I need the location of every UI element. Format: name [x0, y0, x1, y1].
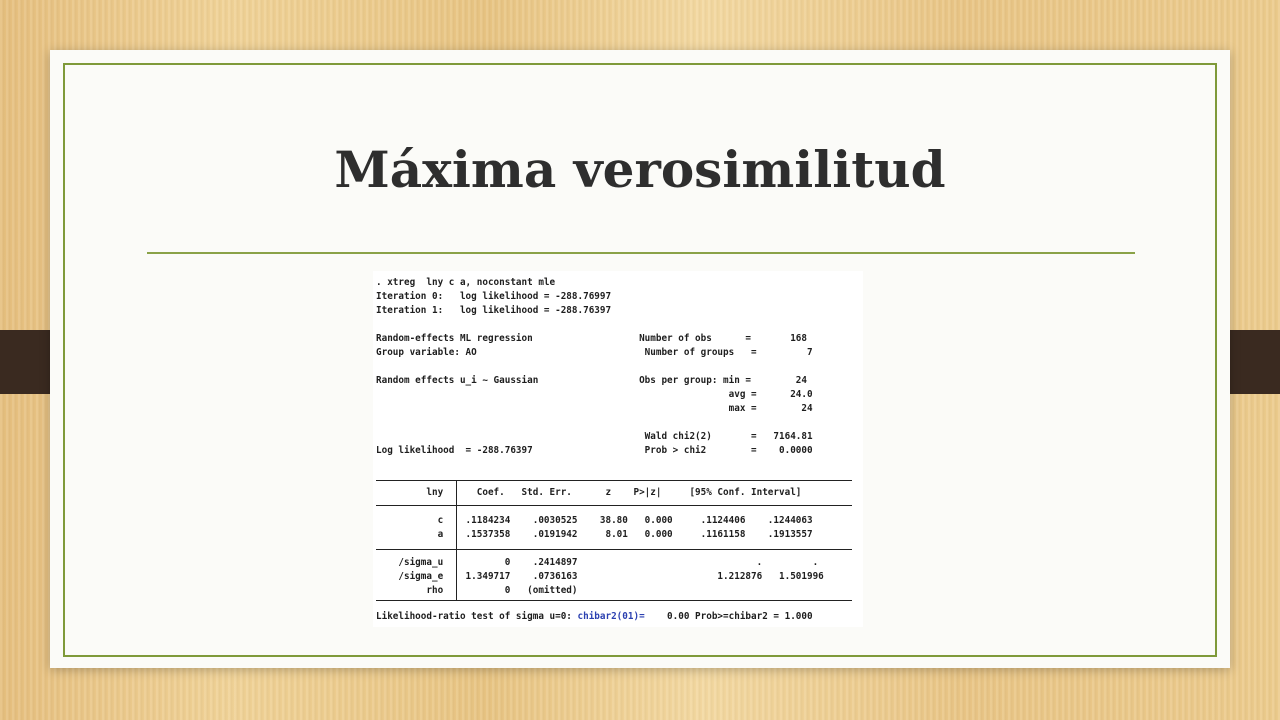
table-mid-rule: [376, 549, 852, 550]
table-row-a: a .1537358 .0191942 8.01 0.000 .1161158 .1913557: [376, 529, 813, 540]
header-line-2: Group variable: AO Number of groups = 7: [376, 347, 813, 358]
lr-test-statistic: chibar2(01)=: [577, 611, 645, 622]
iteration-0: Iteration 0: log likelihood = -288.76997: [376, 291, 612, 302]
stata-output-panel: [373, 271, 863, 627]
table-row-sigma-e: /sigma_e 1.349717 .0736163 1.212876 1.501996: [376, 571, 824, 582]
header-line-4: avg = 24.0: [376, 389, 813, 400]
lr-test-prefix: Likelihood-ratio test of sigma u=0:: [376, 611, 578, 622]
header-line-5: max = 24: [376, 403, 813, 414]
lr-test-line: [376, 610, 813, 624]
table-column-header: lny Coef. Std. Err. z P>|z| [95% Conf. Interval]: [376, 487, 802, 498]
stata-command: . xtreg lny c a, noconstant mle: [376, 277, 556, 288]
title-divider: [147, 252, 1135, 254]
iteration-1: Iteration 1: log likelihood = -288.76397: [376, 305, 612, 316]
table-top-rule: [376, 480, 852, 481]
slide-title: Máxima verosimilitud: [334, 140, 946, 199]
lr-test-result: 0.00 Prob>=chibar2 = 1.000: [644, 611, 813, 622]
table-bottom-rule: [376, 600, 852, 601]
table-row-c: c .1184234 .0030525 38.80 0.000 .1124406 .1244063: [376, 515, 813, 526]
header-line-3: Random effects u_i ~ Gaussian Obs per group: min = 24: [376, 375, 807, 386]
table-row-rho: rho 0 (omitted): [376, 585, 578, 596]
slide: [50, 50, 1230, 668]
header-line-7: Log likelihood = -288.76397 Prob > chi2 = 0.0000: [376, 445, 813, 456]
header-line-1: Random-effects ML regression Number of obs = 168: [376, 333, 807, 344]
table-header-rule: [376, 505, 852, 506]
table-row-sigma-u: /sigma_u 0 .2414897 . .: [376, 557, 819, 568]
header-line-6: Wald chi2(2) = 7164.81: [376, 431, 813, 442]
